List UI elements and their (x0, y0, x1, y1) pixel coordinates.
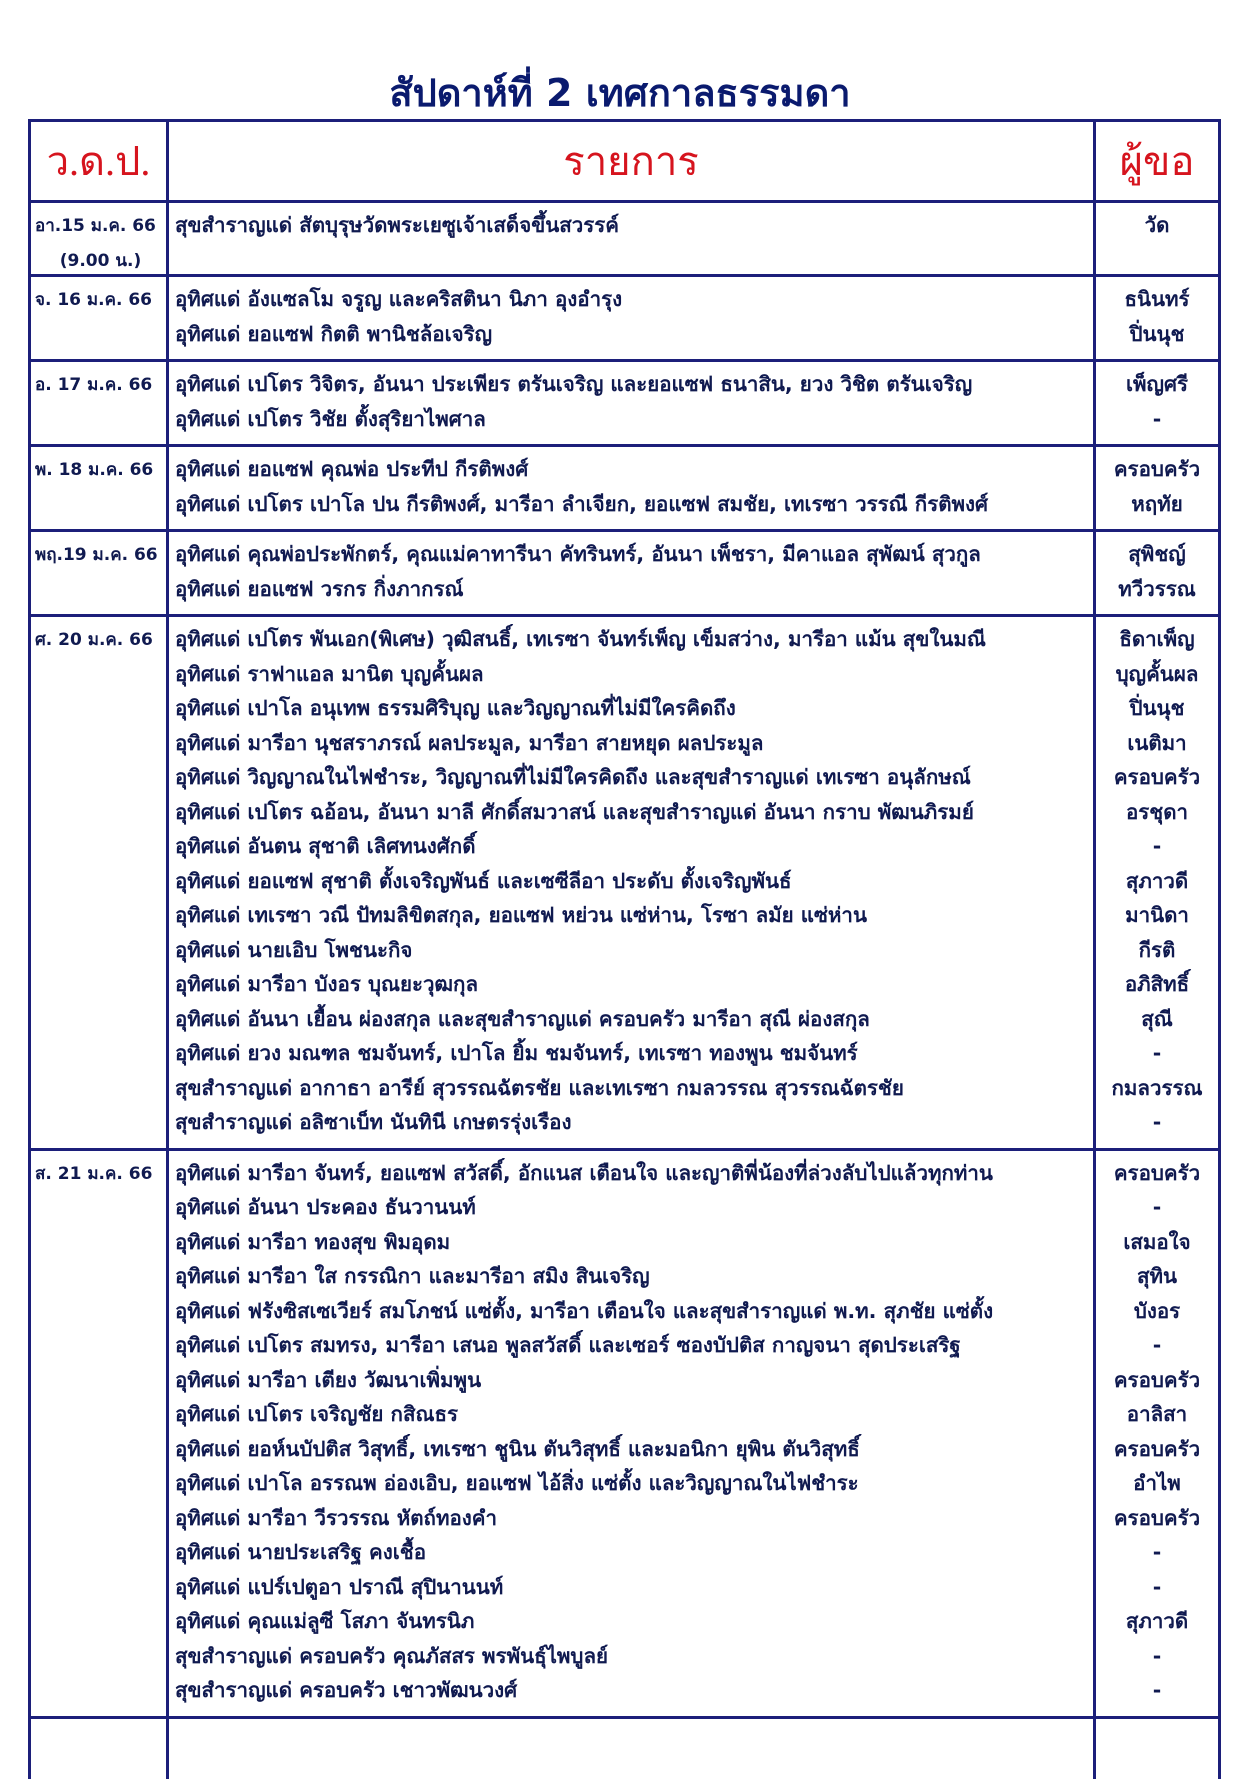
requester-name: - (1152, 1678, 1162, 1702)
requester-cell (1095, 616, 1220, 1150)
date-cell (30, 531, 168, 616)
intention-item: อุทิศแด่ อันนา เยื้อน ผ่องสกุล และสุขสำราญแด่ ครอบครัว มารีอา สุณี ผ่องสกุล (175, 1006, 870, 1031)
intention-item: อุทิศแด่ คุณแม่ลูซี โสภา จันทรนิภ (175, 1609, 475, 1633)
requester-name: - (1152, 1110, 1162, 1134)
intention-item: อุทิศแด่ อังแซลโม จรูญ และคริสตินา นิภา อุงอำรุง (175, 287, 623, 311)
requester-name: - (1152, 406, 1162, 431)
intention-item: อุทิศแด่ ยวง มณฑล ชมจันทร์, เปาโล ยิ้ม ชมจันทร์, เทเรซา ทองพูน ชมจันทร์ (175, 1041, 858, 1065)
date-text: พ. 18 ม.ค. 66 (35, 460, 154, 480)
requester-cell (1095, 531, 1220, 616)
requester-name: กีรติ (1138, 937, 1176, 962)
intention-item: สุขสำราญแด่ อลิซาเบ็ท นันทินี เกษตรรุ่งเรือง (175, 1110, 572, 1134)
intention-item: สุขสำราญแด่ ครอบครัว เชาวพัฒนวงศ์ (175, 1678, 518, 1702)
requester-name: หฤทัย (1131, 491, 1183, 516)
requester-name: อาลิสา (1126, 1402, 1188, 1426)
intention-item: อุทิศแด่ มารีอา นุชสราภรณ์ ผลประมูล, มารีอา สายหยุด ผลประมูล (175, 730, 764, 755)
requester-name: บุญคั้นผล (1115, 661, 1199, 686)
date-text: พฤ.19 ม.ค. 66 (35, 545, 158, 565)
intention-item: อุทิศแด่ เปาโล อนุเทพ ธรรมศิริบุญ และวิญญาณที่ไม่มีใครคิดถึง (175, 696, 736, 720)
date-text: ส. 21 ม.ค. 66 (35, 1163, 153, 1184)
requester-name: ธนินทร์ (1124, 287, 1190, 311)
items-cell (168, 1149, 1095, 1717)
date-time-text: (9.00 น.) (59, 251, 142, 271)
requester-name: สุพิชญ์ (1128, 542, 1186, 566)
items-cell (168, 616, 1095, 1150)
date-cell (30, 446, 168, 531)
intention-item: อุทิศแด่ มารีอา จันทร์, ยอแซฟ สวัสดิ์, อักแนส เตือนใจ และญาติพี่น้องที่ล่วงลับไปแล้วทุกท่าน (175, 1160, 993, 1185)
intention-item: อุทิศแด่ ยอห์นบัปติส วิสุทธิ์, เทเรซา ชูนิน ตันวิสุทธิ์ และมอนิกา ยุพิน ตันวิสุทธิ์ (175, 1436, 860, 1461)
header-date: ว.ด.ป. (30, 121, 168, 202)
requester-cell (1095, 1149, 1220, 1717)
header-list: รายการ (168, 121, 1095, 202)
requester-name: สุณี (1141, 1006, 1173, 1031)
intention-item: อุทิศแด่ เปโตร เปาโล ปน กีรติพงศ์, มารีอา ลำเจียก, ยอแซฟ สมชัย, เทเรซา วรรณี กีรติพงศ์ (175, 491, 989, 516)
intention-item: สุขสำราญแด่ สัตบุรุษวัดพระเยซูเจ้าเสด็จขึ้นสวรรค์ (175, 213, 620, 237)
intention-item: อุทิศแด่ เปโตร พันเอก(พิเศษ) วุฒิสนธิ์, เทเรซา จันทร์เพ็ญ เข็มสว่าง, มารีอา แม้น สุขในมณี (175, 627, 986, 651)
page-title: สัปดาห์ที่ 2 เทศกาลธรรมดา (389, 71, 851, 115)
requester-name: ครอบครัว (1113, 1367, 1201, 1392)
table-row (30, 202, 1220, 276)
intention-item: อุทิศแด่ แปร์เปตูอา ปราณี สุปินานนท์ (175, 1574, 504, 1599)
intention-item: อุทิศแด่ ฟรังซิสเซเวียร์ สมโภชน์ แซ่ตั้ง, มารีอา เตือนใจ และสุขสำราญแด่ พ.ท. สุภชัย แซ่ตั้ง (175, 1298, 994, 1323)
requester-name: ครอบครัว (1113, 457, 1201, 481)
requester-name: เพ็ญศรี (1125, 372, 1188, 396)
empty-cell (30, 1717, 168, 1779)
header-requester: ผู้ขอ (1095, 121, 1220, 202)
requester-name: อรชุดา (1125, 799, 1189, 824)
header-row (30, 121, 1220, 202)
empty-row (30, 1717, 1220, 1779)
intention-item: อุทิศแด่ มารีอา ทองสุข พิมอุดม (175, 1229, 451, 1254)
date-text: อา.15 ม.ค. 66 (35, 216, 156, 236)
requester-name: ธิดาเพ็ญ (1119, 627, 1195, 651)
intention-item: อุทิศแด่ เปโตร วิจิตร, อันนา ประเพียร ตรันเจริญ และยอแซฟ ธนาสิน, ยวง วิชิต ตรันเจริญ (175, 372, 973, 396)
requester-name: ปิ่นนุช (1129, 696, 1185, 720)
intention-item: อุทิศแด่ เปโตร วิชัย ตั้งสุริยาไพศาล (175, 406, 486, 431)
intention-item: อุทิศแด่ ยอแซฟ วรกร กิ่งภากรณ์ (175, 576, 464, 601)
requester-cell (1095, 202, 1220, 276)
date-cell (30, 361, 168, 446)
empty-cell (168, 1717, 1095, 1779)
requester-name: อำไพ (1133, 1471, 1181, 1495)
date-text: ศ. 20 ม.ค. 66 (35, 630, 153, 650)
intention-item: สุขสำราญแด่ ครอบครัว คุณภัสสร พรพันธุ์ไพบูลย์ (175, 1643, 609, 1668)
intention-item: อุทิศแด่ นายเอิบ โพชนะกิจ (175, 937, 413, 962)
date-cell (30, 1149, 168, 1717)
date-text: อ. 17 ม.ค. 66 (35, 375, 153, 395)
intention-item: อุทิศแด่ มารีอา เตียง วัฒนาเพิ่มพูน (175, 1367, 482, 1392)
items-cell (168, 531, 1095, 616)
intention-item: อุทิศแด่ มารีอา วีรวรรณ หัตถ์ทองคำ (175, 1505, 498, 1530)
requester-name: - (1152, 1574, 1162, 1599)
requester-name: - (1152, 1041, 1162, 1065)
requester-name: อภิสิทธิ์ (1124, 972, 1190, 996)
requester-cell (1095, 446, 1220, 531)
empty-cell (1095, 1717, 1220, 1779)
intention-item: อุทิศแด่ ราฟาแอล มานิต บุญคั้นผล (175, 661, 484, 686)
intention-item: อุทิศแด่ วิญญาณในไฟชำระ, วิญญาณที่ไม่มีใครคิดถึง และสุขสำราญแด่ เทเรซา อนุลักษณ์ (175, 765, 971, 789)
intention-item: อุทิศแด่ เทเรซา วณี ปัทมลิขิตสกุล, ยอแซฟ หย่วน แซ่ห่าน, โรซา ลมัย แซ่ห่าน (175, 903, 867, 927)
intention-item: อุทิศแด่ มารีอา บังอร บุณยะวุฒกุล (175, 972, 479, 996)
table-row (30, 446, 1220, 531)
requester-name: - (1152, 834, 1162, 858)
requester-name: วัด (1144, 213, 1170, 237)
requester-cell (1095, 276, 1220, 361)
requester-name: เสมอใจ (1123, 1229, 1191, 1254)
intention-item: อุทิศแด่ นายประเสริฐ คงเชื้อ (175, 1540, 427, 1564)
requester-name: บังอร (1133, 1298, 1181, 1323)
intention-item: อุทิศแด่ เปาโล อรรณพ อ่องเอิบ, ยอแซฟ ไอ้สิ่ง แซ่ตั้ง และวิญญาณในไฟชำระ (175, 1471, 859, 1495)
requester-name: ครอบครัว (1113, 1160, 1201, 1185)
table-row (30, 276, 1220, 361)
items-cell (168, 276, 1095, 361)
requester-name: - (1152, 1540, 1162, 1564)
table-row (30, 361, 1220, 446)
requester-name: กมลวรรณ (1111, 1075, 1203, 1100)
intention-item: อุทิศแด่ เปโตร สมทรง, มารีอา เสนอ พูลสวัสดิ์ และเซอร์ ซองบัปติส กาญจนา สุดประเสริฐ (175, 1333, 961, 1357)
requester-name: ครอบครัว (1113, 1505, 1201, 1530)
intention-item: อุทิศแด่ เปโตร เจริญชัย กสิณธร (175, 1402, 459, 1426)
intention-item: อุทิศแด่ ยอแซฟ กิตติ พานิชล้อเจริญ (175, 321, 493, 346)
requester-name: เนติมา (1127, 730, 1187, 755)
intention-item: อุทิศแด่ มารีอา ใส กรรณิกา และมารีอา สมิง สินเจริญ (175, 1264, 650, 1288)
items-cell (168, 446, 1095, 531)
requester-name: ครอบครัว (1113, 765, 1201, 789)
table-body (30, 202, 1220, 1779)
intention-item: อุทิศแด่ อันนา ประคอง ธันวานนท์ (175, 1195, 476, 1219)
intention-item: อุทิศแด่ คุณพ่อประพักตร์, คุณแม่คาทารีนา คัทรินทร์, อันนา เพ็ชรา, มีคาแอล สุพัฒน์ สุวกูล (175, 542, 981, 566)
items-cell (168, 202, 1095, 276)
requester-name: ทวีวรรณ (1118, 576, 1196, 601)
requester-name: - (1152, 1333, 1162, 1357)
table-row (30, 616, 1220, 1150)
requester-name: สุภาวดี (1125, 868, 1189, 893)
intention-item: อุทิศแด่ เปโตร ฉอ้อน, อันนา มาลี ศักดิ์สมวาสน์ และสุขสำราญแด่ อันนา กราบ พัฒนภิรมย์ (175, 799, 974, 824)
requester-name: - (1152, 1643, 1162, 1668)
requester-cell (1095, 361, 1220, 446)
date-cell (30, 202, 168, 276)
intention-item: อุทิศแด่ อันตน สุชาติ เลิศทนงศักดิ์ (175, 834, 476, 858)
requester-name: มานิดา (1125, 903, 1189, 927)
date-text: จ. 16 ม.ค. 66 (35, 290, 152, 310)
items-cell (168, 361, 1095, 446)
date-cell (30, 616, 168, 1150)
date-cell (30, 276, 168, 361)
requester-name: สุภาวดี (1125, 1609, 1189, 1633)
requester-name: สุทิน (1136, 1264, 1178, 1288)
table-row (30, 531, 1220, 616)
intention-item: อุทิศแด่ ยอแซฟ สุชาติ ตั้งเจริญพันธ์ และเซซีลีอา ประดับ ตั้งเจริญพันธ์ (175, 868, 792, 893)
requester-name: ปิ่นนุช (1129, 321, 1185, 346)
requester-name: - (1152, 1195, 1162, 1219)
intention-table (28, 119, 1221, 1779)
intention-item: สุขสำราญแด่ อากาธา อารีย์ สุวรรณฉัตรชัย และเทเรซา กมลวรรณ สุวรรณฉัตรชัย (175, 1075, 904, 1100)
table-row (30, 1149, 1220, 1717)
requester-name: ครอบครัว (1113, 1436, 1201, 1461)
intention-item: อุทิศแด่ ยอแซฟ คุณพ่อ ประทีป กีรติพงศ์ (175, 457, 529, 481)
